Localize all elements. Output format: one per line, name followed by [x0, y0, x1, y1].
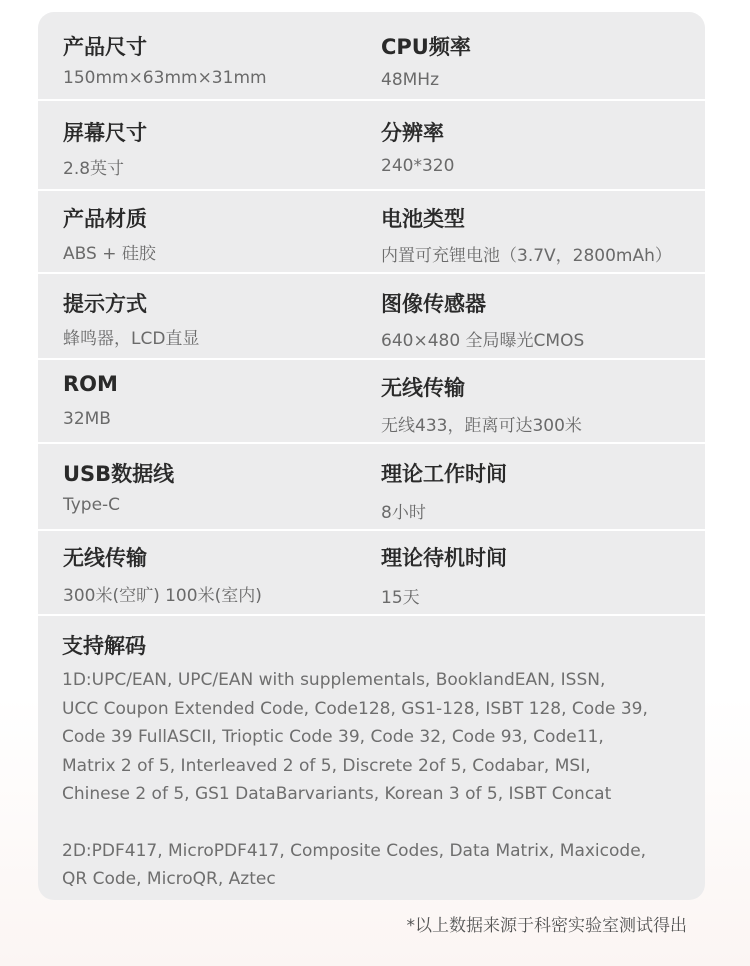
spec-value: 内置可充锂电池（3.7V，2800mAh） [381, 246, 672, 266]
supported-codes-section [62, 630, 692, 894]
codes-2d-list [62, 837, 692, 894]
spec-label: CPU频率 [381, 35, 471, 59]
spec-label: 产品材质 [63, 207, 147, 231]
spec-row [38, 191, 705, 274]
spec-value: 2.8英寸 [63, 159, 125, 179]
code-line: 2D:PDF417, MicroPDF417, Composite Codes, Data Matrix, Maxicode, [62, 840, 647, 861]
spec-value: 48MHz [381, 70, 440, 90]
spec-label: 图像传感器 [381, 292, 486, 316]
spec-row [38, 360, 705, 444]
code-line: UCC Coupon Extended Code, Code128, GS1-128, ISBT 128, Code 39, [62, 698, 648, 719]
spec-label: ROM [63, 372, 118, 396]
spec-label: 电池类型 [381, 207, 465, 231]
spec-value: 32MB [63, 409, 111, 429]
spec-value: 15天 [381, 588, 420, 608]
spec-value: 300米(空旷) 100米(室内) [63, 586, 262, 606]
code-line: QR Code, MicroQR, Aztec [62, 869, 276, 889]
spec-row [38, 531, 705, 616]
spec-label: 无线传输 [381, 376, 465, 400]
code-line: Chinese 2 of 5, GS1 DataBarvariants, Korean 3 of 5, ISBT Concat [62, 784, 612, 804]
code-line: 1D:UPC/EAN, UPC/EAN with supplementals, BooklandEAN, ISSN, [62, 670, 606, 690]
spec-label: 分辨率 [381, 121, 444, 145]
spec-value: 8小时 [381, 503, 426, 523]
spec-label: 支持解码 [62, 634, 146, 658]
spec-value: ABS + 硅胶 [63, 244, 156, 264]
code-line: Matrix 2 of 5, Interleaved 2 of 5, Discrete 2of 5, Codabar, MSI, [62, 755, 591, 776]
spec-value: 无线433，距离可达300米 [381, 416, 582, 436]
spec-label: 屏幕尺寸 [63, 121, 147, 145]
spec-row [38, 101, 705, 191]
spec-label: USB数据线 [63, 462, 175, 486]
spec-label: 产品尺寸 [63, 35, 147, 59]
spec-label: 提示方式 [63, 292, 147, 316]
code-line: Code 39 FullASCII, Trioptic Code 39, Code 32, Code 93, Code11, [62, 727, 604, 747]
spec-value: 150mm×63mm×31mm [63, 68, 267, 88]
spec-value: 240*320 [381, 156, 455, 176]
codes-1d-list [62, 666, 692, 809]
spec-row [38, 12, 705, 101]
spec-card [38, 12, 705, 900]
spec-row [38, 444, 705, 531]
spec-label: 理论待机时间 [381, 546, 507, 570]
spec-label: 理论工作时间 [381, 462, 507, 486]
spec-label: 无线传输 [63, 546, 147, 570]
spec-row [38, 274, 705, 360]
spec-value: 蜂鸣器，LCD直显 [63, 329, 200, 349]
footnote: *以上数据来源于科密实验室测试得出 [406, 916, 687, 936]
spec-value: 640×480 全局曝光CMOS [381, 331, 585, 351]
spec-value: Type-C [63, 495, 121, 515]
